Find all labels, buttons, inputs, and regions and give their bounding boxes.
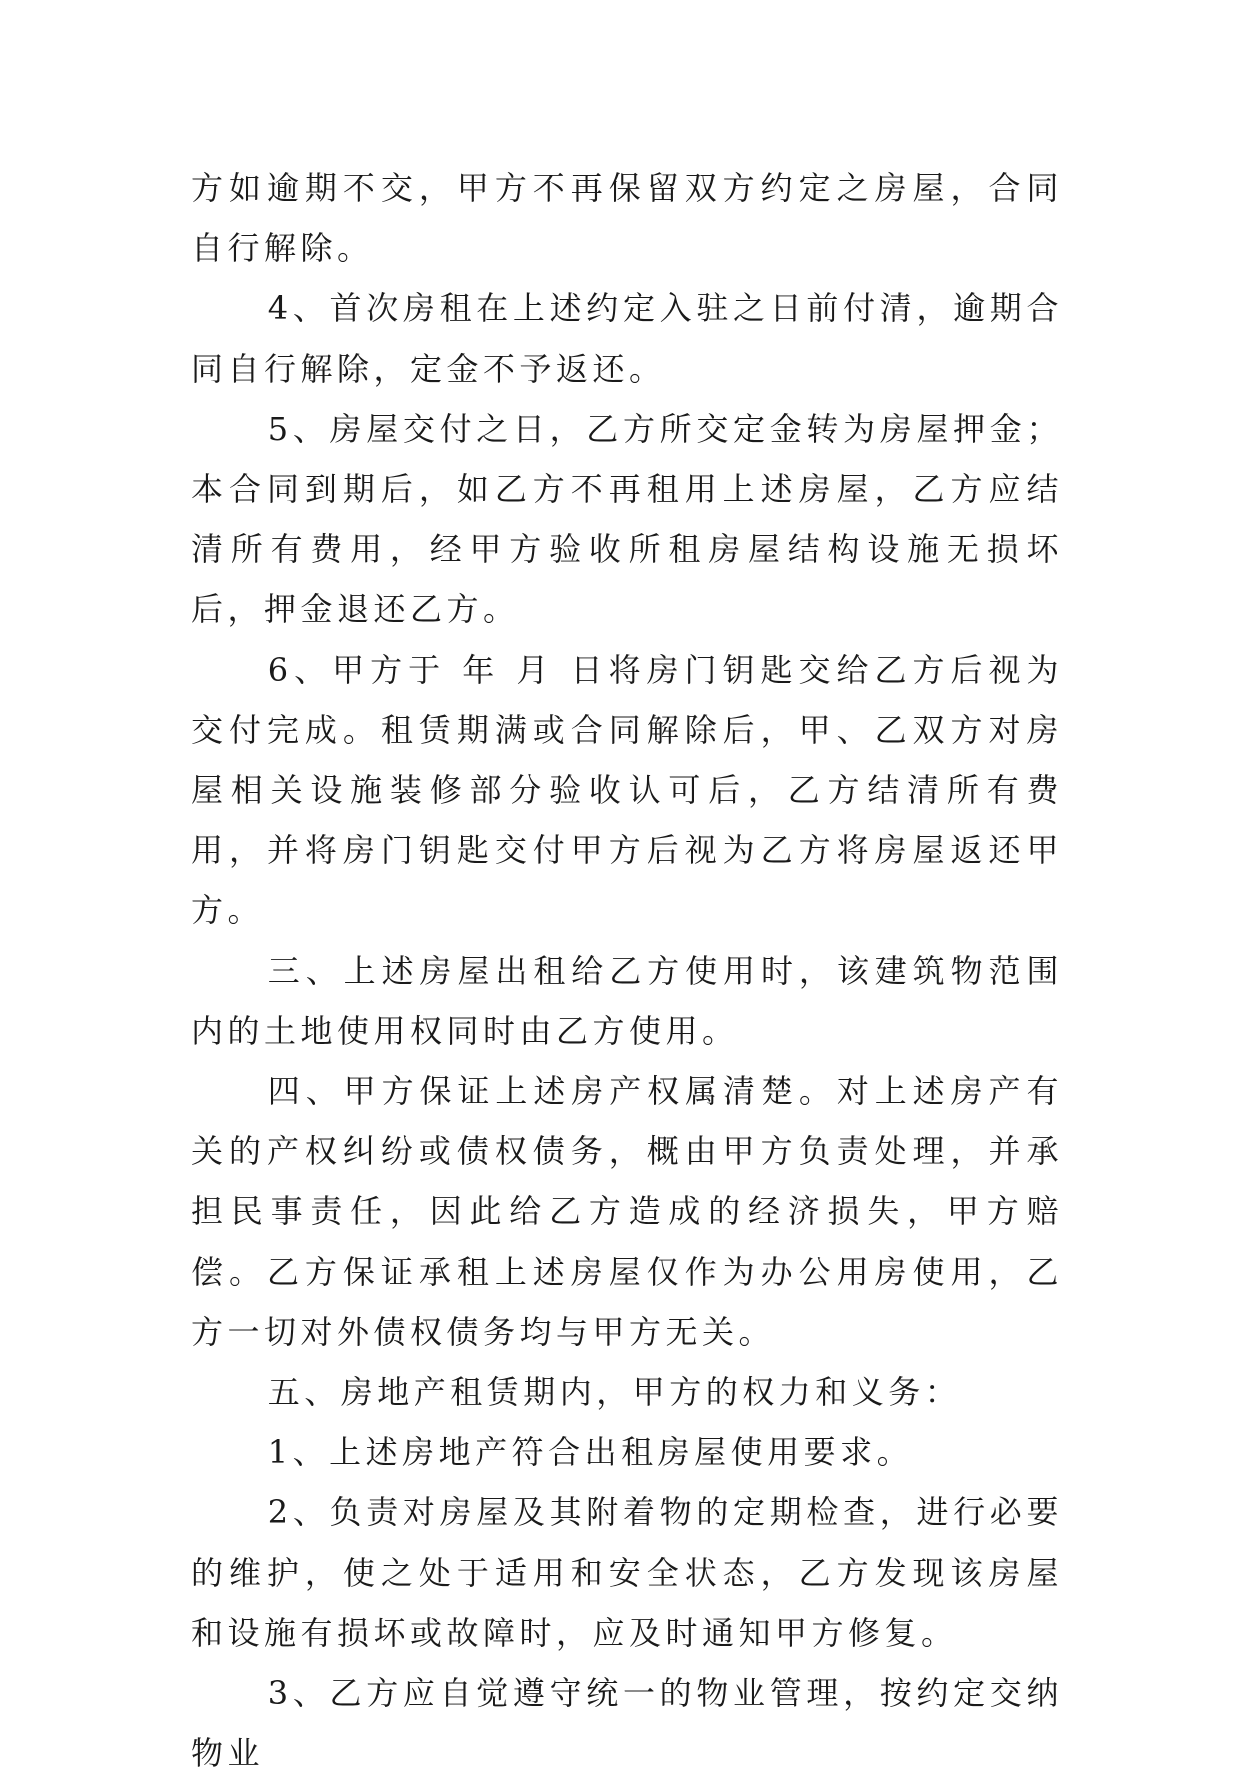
paragraph-section-5-item-1: 1、上述房地产符合出租房屋使用要求。 <box>267 1433 914 1472</box>
paragraph-continuation: 方如逾期不交，甲方不再保留双方约定之房屋，合同自行解除。 <box>191 169 1063 268</box>
contract-text-body <box>191 158 1063 1783</box>
paragraph-section-5-item-2: 2、负责对房屋及其附着物的定期检查，进行必要的维护，使之处于适用和安全状态，乙方发现该房屋和设施有损坏或故障时，应及时通知甲方修复。 <box>191 1493 1063 1652</box>
paragraph-clause-4: 4、首次房租在上述约定入驻之日前付清，逾期合同自行解除，定金不予返还。 <box>191 289 1063 388</box>
paragraph-section-5-item-3: 3、乙方应自觉遵守统一的物业管理，按约定交纳物业 <box>191 1674 1063 1773</box>
paragraph-section-3: 三、上述房屋出租给乙方使用时，该建筑物范围内的土地使用权同时由乙方使用。 <box>191 951 1063 1050</box>
paragraph-section-5-heading: 五、房地产租赁期内，甲方的权力和义务： <box>267 1373 962 1412</box>
paragraph-section-4: 四、甲方保证上述房产权属清楚。对上述房产有关的产权纠纷或债权债务，概由甲方负责处理，并承担民事责任，因此给乙方造成的经济损失，甲方赔偿。乙方保证承租上述房屋仅作为办公用房使用，乙方一切对外债权债务均与甲方无关。 <box>191 1072 1063 1351</box>
paragraph-clause-6: 6、甲方于 年 月 日将房门钥匙交给乙方后视为交付完成。租赁期满或合同解除后，甲、乙双方对房屋相关设施装修部分验收认可后，乙方结清所有费用，并将房门钥匙交付甲方后视为乙方将房屋返还甲方。 <box>191 650 1063 930</box>
paragraph-clause-5: 5、房屋交付之日，乙方所交定金转为房屋押金；本合同到期后，如乙方不再租用上述房屋，乙方应结清所有费用，经甲方验收所租房屋结构设施无损坏后，押金退还乙方。 <box>191 409 1063 629</box>
